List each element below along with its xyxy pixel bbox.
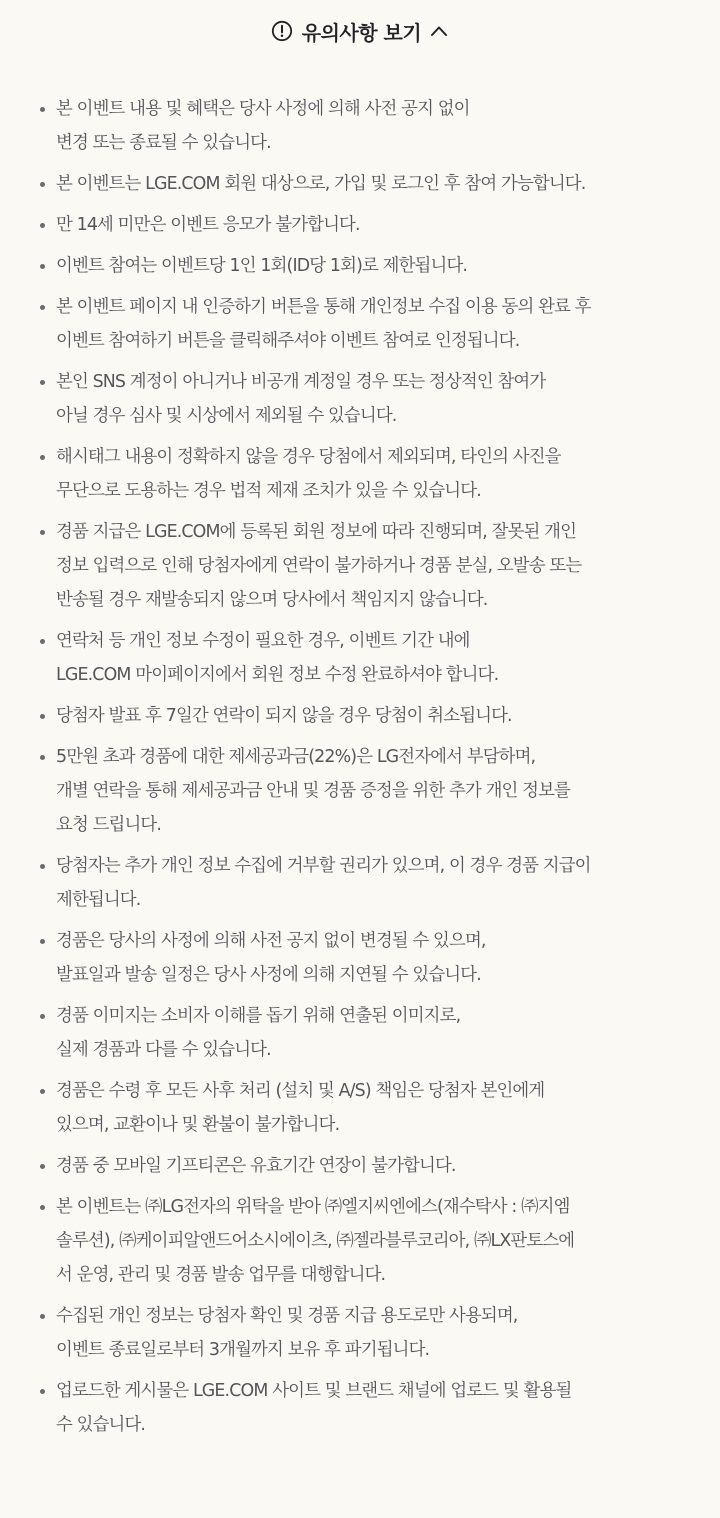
list-item-text: 경품 중 모바일 기프티콘은 유효기간 연장이 불가합니다.	[56, 1156, 456, 1176]
list-item	[0, 699, 720, 733]
list-item-text: 경품은 수령 후 모든 사후 처리 (설치 및 A/S) 책임은 당첨자 본인에게	[56, 1081, 545, 1101]
list-item-text: 수집된 개인 정보는 당첨자 확인 및 경품 지급 용도로만 사용되며,	[56, 1306, 518, 1326]
list-item-text: 당첨자는 추가 개인 정보 수집에 거부할 권리가 있으며, 이 경우 경품 지급이	[56, 856, 591, 876]
list-item	[0, 515, 720, 617]
bullet-dot	[40, 107, 45, 112]
list-item	[0, 290, 720, 358]
bullet-dot	[40, 530, 45, 535]
list-item-text: 본인 SNS 계정이 아니거나 비공개 계정일 경우 또는 정상적인 참여가	[56, 372, 546, 392]
list-item-text: 본 이벤트 내용 및 혜택은 당사 사정에 의해 사전 공지 없이	[56, 99, 470, 119]
list-item-text: 있으며, 교환이나 및 환불이 불가합니다.	[56, 1115, 340, 1135]
list-item	[0, 92, 720, 160]
list-item-text: 정보 입력으로 인해 당첨자에게 연락이 불가하거나 경품 분실, 오발송 또는	[56, 556, 582, 576]
list-item-text: 실제 경품과 다를 수 있습니다.	[56, 1040, 271, 1060]
bullet-dot	[40, 264, 45, 269]
list-item	[0, 440, 720, 508]
list-item-text: LGE.COM 마이페이지에서 회원 정보 수정 완료하셔야 합니다.	[56, 665, 499, 685]
list-item	[0, 249, 720, 283]
bullet-dot	[40, 1205, 45, 1210]
list-item-text: 이벤트 참여는 이벤트당 1인 1회(ID당 1회)로 제한됩니다.	[56, 256, 468, 276]
list-item-text: 본 이벤트 페이지 내 인증하기 버튼을 통해 개인정보 수집 이용 동의 완료 후	[56, 297, 591, 317]
bullet-dot	[40, 714, 45, 719]
chevron-up-icon[interactable]	[429, 21, 449, 41]
bullet-dot	[40, 755, 45, 760]
list-item	[0, 1374, 720, 1442]
list-item-text: 당첨자 발표 후 7일간 연락이 되지 않을 경우 당첨이 취소됩니다.	[56, 706, 512, 726]
list-item	[0, 365, 720, 433]
bullet-dot	[40, 182, 45, 187]
list-item-text: 연락처 등 개인 정보 수정이 필요한 경우, 이벤트 기간 내에	[56, 631, 470, 651]
notice-list	[0, 62, 720, 1442]
list-item-text: 제한됩니다.	[56, 890, 141, 910]
bullet-dot	[40, 1014, 45, 1019]
list-item-text: 수 있습니다.	[56, 1415, 146, 1435]
list-item-text: 본 이벤트는 ㈜LG전자의 위탁을 받아 ㈜엘지씨엔에스(재수탁사 : ㈜지엠	[56, 1197, 570, 1217]
list-item-text: 경품 지급은 LGE.COM에 등록된 회원 정보에 따라 진행되며, 잘못된 개인	[56, 522, 577, 542]
list-item	[0, 1149, 720, 1183]
list-item-text: 서 운영, 관리 및 경품 발송 업무를 대행합니다.	[56, 1265, 386, 1285]
list-item-text: 경품은 당사의 사정에 의해 사전 공지 없이 변경될 수 있으며,	[56, 931, 486, 951]
bullet-dot	[40, 455, 45, 460]
list-item	[0, 624, 720, 692]
bullet-dot	[40, 639, 45, 644]
exclamation-circle-icon	[271, 20, 293, 42]
list-item-text: 만 14세 미만은 이벤트 응모가 불가합니다.	[56, 215, 360, 235]
list-item	[0, 1299, 720, 1367]
bullet-dot	[40, 1164, 45, 1169]
list-item-text: 해시태그 내용이 정확하지 않을 경우 당첨에서 제외되며, 타인의 사진을	[56, 447, 561, 467]
bullet-dot	[40, 305, 45, 310]
bullet-dot	[40, 380, 45, 385]
list-item-text: 반송될 경우 재발송되지 않으며 당사에서 책임지지 않습니다.	[56, 590, 488, 610]
bullet-dot	[40, 939, 45, 944]
list-item-text: 솔루션), ㈜케이피알앤드어소시에이츠, ㈜젤라블루코리아, ㈜LX판토스에	[56, 1231, 575, 1251]
bullet-dot	[40, 1389, 45, 1394]
list-item-text: 발표일과 발송 일정은 당사 사정에 의해 지연될 수 있습니다.	[56, 965, 481, 985]
list-item-text: 아닐 경우 심사 및 시상에서 제외될 수 있습니다.	[56, 406, 397, 426]
list-item	[0, 849, 720, 917]
bullet-dot	[40, 1089, 45, 1094]
bullet-dot	[40, 1314, 45, 1319]
list-item	[0, 1074, 720, 1142]
list-item-text: 경품 이미지는 소비자 이해를 돕기 위해 연출된 이미지로,	[56, 1006, 461, 1026]
list-item-text: 변경 또는 종료될 수 있습니다.	[56, 133, 271, 153]
list-item-text: 본 이벤트는 LGE.COM 회원 대상으로, 가입 및 로그인 후 참여 가능합니다.	[56, 174, 586, 194]
bullet-dot	[40, 864, 45, 869]
list-item	[0, 999, 720, 1067]
list-item-text: 개별 연락을 통해 제세공과금 안내 및 경품 증정을 위한 추가 개인 정보를	[56, 781, 570, 801]
notice-toggle[interactable]	[0, 0, 720, 62]
list-item-text: 이벤트 참여하기 버튼을 클릭해주셔야 이벤트 참여로 인정됩니다.	[56, 331, 520, 351]
list-item-text: 5만원 초과 경품에 대한 제세공과금(22%)은 LG전자에서 부담하며,	[56, 747, 536, 767]
list-item-text: 요청 드립니다.	[56, 815, 162, 835]
list-item	[0, 740, 720, 842]
list-item	[0, 208, 720, 242]
bullet-dot	[40, 223, 45, 228]
list-item-text: 무단으로 도용하는 경우 법적 제재 조치가 있을 수 있습니다.	[56, 481, 481, 501]
list-item-text: 업로드한 게시물은 LGE.COM 사이트 및 브랜드 채널에 업로드 및 활용될	[56, 1381, 572, 1401]
list-item-text: 이벤트 종료일로부터 3개월까지 보유 후 파기됩니다.	[56, 1340, 430, 1360]
list-item	[0, 167, 720, 201]
list-item	[0, 1190, 720, 1292]
list-item	[0, 924, 720, 992]
notice-title: 유의사항 보기	[301, 20, 422, 45]
